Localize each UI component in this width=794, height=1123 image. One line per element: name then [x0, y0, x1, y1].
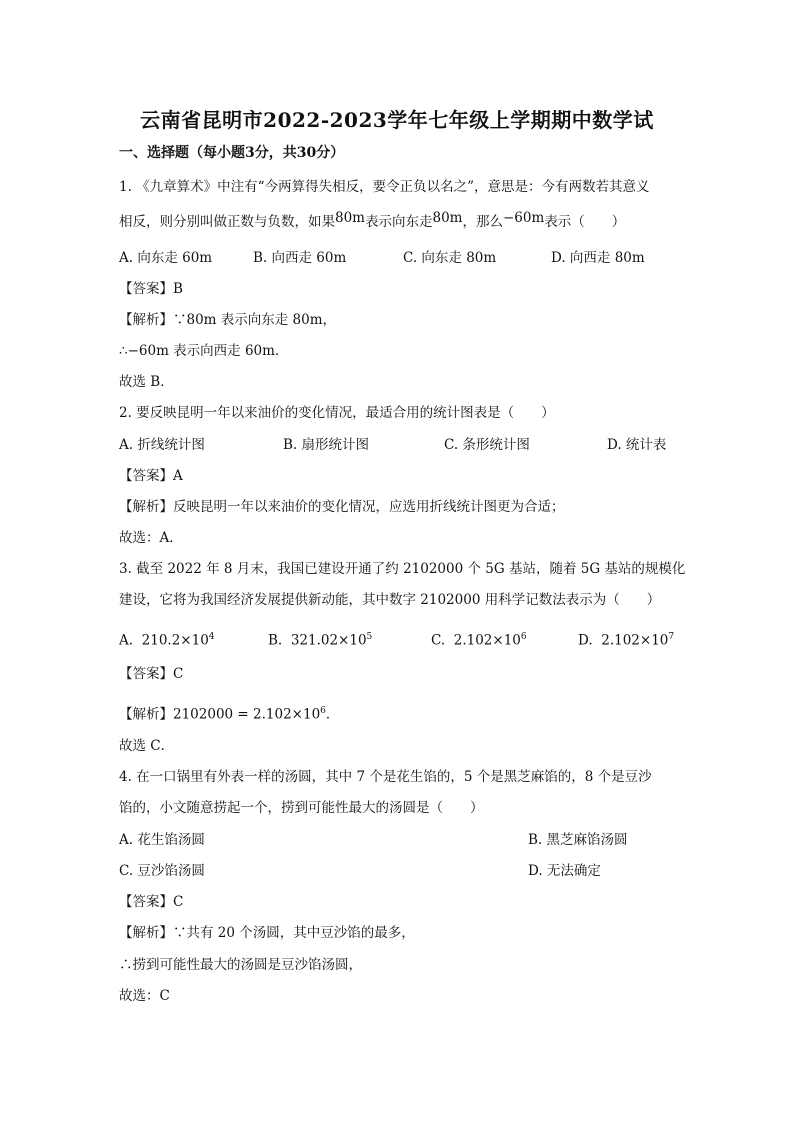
section-heading-choice: 一、选择题（每小题3分，共30分） [119, 145, 345, 161]
q4-option-d: D. 无法确定 [528, 863, 601, 879]
q4-choose: 故选：C [119, 988, 170, 1004]
q1-text-e: ，那么 [462, 214, 503, 230]
q1-value-80m-b: 80m [432, 210, 463, 226]
q1-value-80m-a: 80m [335, 210, 365, 226]
q3-option-d-label: D. [578, 632, 593, 649]
q4-stem-line1: 4. 在一口锅里有外表一样的汤圆，其中 7 个是花生馅的，5 个是黑芝麻馅的，8 个是豆沙 [119, 769, 652, 785]
q1-option-b: B. 向西走 60m [253, 250, 347, 266]
q2-option-a: A. 折线统计图 [119, 437, 205, 453]
q2-stem: 2. 要反映昆明一年以来油价的变化情况，最适合用的统计图表是（ ） [119, 405, 555, 421]
q1-option-c: C. 向东走 80m [403, 250, 497, 266]
q3-option-d-base: 2.102×10 [601, 632, 669, 649]
q3-stem-line1: 3. 截至 2022 年 8 月末，我国已建设开通了约 2102000 个 5G 基站，随着 5G 基站的规模化 [119, 561, 686, 577]
q2-option-b: B. 扇形统计图 [283, 437, 370, 453]
q1-stem-line1: 1. 《九章算术》中注有“今两算得失相反，要令正负以名之”，意思是：今有两数若其意义 [119, 179, 650, 195]
q4-stem-line2: 馅的，小文随意捞起一个，捞到可能性最大的汤圆是（ ） [119, 800, 484, 816]
q3-option-a-label: A. [119, 632, 134, 649]
q4-therefore: ∴捞到可能性最大的汤圆是豆沙馅汤圆， [119, 957, 362, 973]
q1-answer: 【答案】B [119, 281, 183, 297]
q3-choose: 故选 C． [119, 738, 175, 754]
q2-option-c: C. 条形统计图 [444, 437, 530, 453]
q3-option-b-exp: 5 [366, 632, 373, 642]
q3-option-d-exp: 7 [668, 632, 675, 642]
q3-option-c-base: 2.102×10 [453, 632, 521, 649]
q1-therefore: ∴−60m 表示向西走 60m． [119, 343, 289, 359]
q3-option-d [578, 627, 674, 651]
q2-choose: 故选：A． [119, 530, 183, 546]
q3-option-c-exp: 6 [520, 632, 527, 642]
q4-analysis: 【解析】∵共有 20 个汤圆，其中豆沙馅的最多， [119, 925, 415, 941]
q3-answer: 【答案】C [119, 666, 184, 682]
q3-option-c-label: C. [431, 632, 446, 649]
q3-analysis-suffix: ． [325, 706, 340, 723]
q1-text-g: 表示（ ） [544, 214, 626, 230]
q1-analysis: 【解析】∵80m 表示向东走 80m， [119, 312, 337, 328]
q3-option-a-exp: 4 [208, 632, 215, 642]
q3-analysis-exp: 6 [320, 706, 326, 716]
q1-option-a: A. 向东走 60m [119, 250, 213, 266]
q1-choose: 故选 B． [119, 374, 174, 390]
q4-option-a: A. 花生馅汤圆 [119, 832, 205, 848]
q3-option-b-label: B. [268, 632, 283, 649]
q3-option-c [431, 627, 527, 651]
q1-value-neg60m: −60m [502, 210, 545, 226]
q1-stem-line2 [119, 212, 625, 232]
q2-answer: 【答案】A [119, 468, 183, 484]
page-title: 云南省昆明市2022-2023学年七年级上学期期中数学试 [140, 108, 654, 132]
q3-option-a [119, 627, 215, 651]
q3-analysis [119, 701, 339, 725]
q4-option-b: B. 黑芝麻馅汤圆 [528, 832, 628, 848]
q4-option-c: C. 豆沙馅汤圆 [119, 863, 205, 879]
q1-text-c: 表示向东走 [364, 214, 433, 230]
q1-option-d: D. 向西走 80m [551, 250, 645, 266]
q1-text-a: 相反，则分别叫做正数与负数，如果 [119, 214, 335, 230]
q4-answer: 【答案】C [119, 894, 184, 910]
q2-option-d: D. 统计表 [607, 437, 667, 453]
q3-option-b [268, 627, 372, 651]
q2-analysis: 【解析】反映昆明一年以来油价的变化情况，应选用折线统计图更为合适； [119, 499, 565, 515]
q3-analysis-prefix: 【解析】2102000 = 2.102×10 [119, 706, 321, 723]
q3-option-a-base: 210.2×10 [141, 632, 209, 649]
q3-option-b-base: 321.02×10 [290, 632, 367, 649]
q3-stem-line2: 建设，它将为我国经济发展提供新动能，其中数字 2102000 用科学记数法表示为（ ） [119, 592, 661, 608]
